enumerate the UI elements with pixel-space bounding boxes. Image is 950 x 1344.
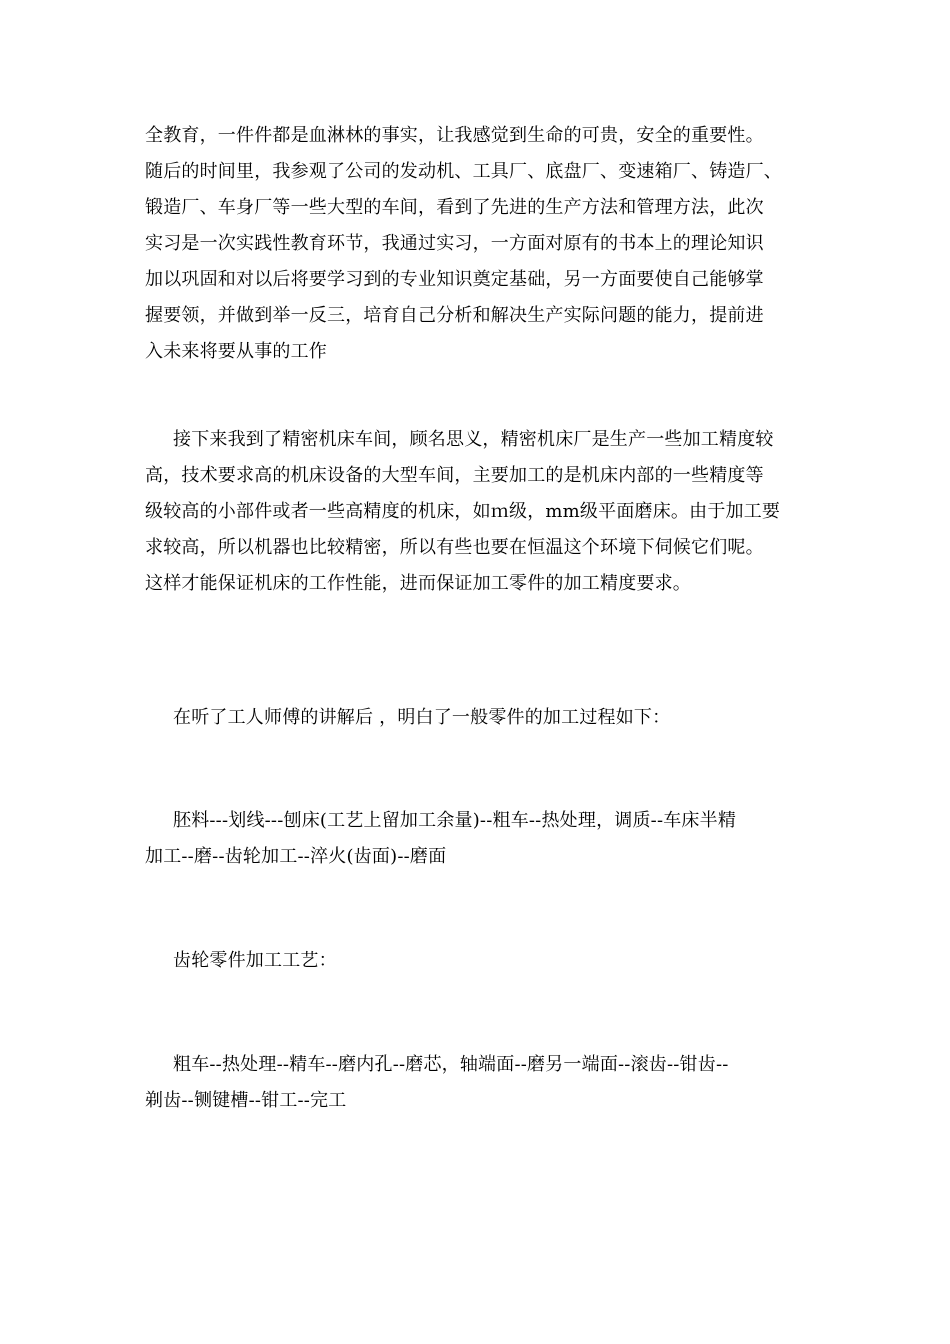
text-line: 锻造厂、车身厂等一些大型的车间，看到了先进的生产方法和管理方法，此次 (145, 197, 764, 218)
paragraph-gear-process-heading (145, 943, 815, 979)
text-line: 这样才能保证机床的工作性能，进而保证加工零件的加工精度要求。 (145, 573, 691, 594)
text-line: 加以巩固和对以后将要学习到的专业知识奠定基础，另一方面要使自己能够掌 (145, 269, 764, 290)
text-line: 实习是一次实践性教育环节，我通过实习，一方面对原有的书本上的理论知识 (145, 233, 764, 254)
text-line: 级较高的小部件或者一些高精度的机床，如ｍ级，mm级平面磨床。由于加工要 (145, 501, 781, 522)
text-line: 求较高，所以机器也比较精密，所以有些也要在恒温这个环境下伺候它们呢。 (145, 537, 764, 558)
paragraph-general-process-flow (145, 803, 815, 875)
paragraph-precision-machine-workshop (145, 422, 815, 602)
text-line: 齿轮零件加工工艺： (173, 950, 337, 971)
text-line: 胚料---划线---刨床(工艺上留加工余量)--粗车--热处理，调质--车床半精 (173, 810, 737, 831)
paragraph-gear-process-flow (145, 1047, 815, 1119)
text-line: 握要领，并做到举一反三，培育自己分析和解决生产实际问题的能力，提前进 (145, 305, 764, 326)
text-line: 随后的时间里，我参观了公司的发动机、工具厂、底盘厂、变速箱厂、铸造厂、 (145, 161, 782, 182)
text-line: 入未来将要从事的工作 (145, 341, 327, 362)
paragraph-process-intro (145, 700, 815, 736)
text-line: 加工--磨--齿轮加工--淬火(齿面)--磨面 (145, 846, 447, 867)
text-line: 接下来我到了精密机床车间，顾名思义，精密机床厂是生产一些加工精度较 (173, 429, 774, 450)
text-line: 高，技术要求高的机床设备的大型车间，主要加工的是机床内部的一些精度等 (145, 465, 764, 486)
text-line: 剃齿--铡键槽--钳工--完工 (145, 1090, 347, 1111)
text-line: 全教育，一件件都是血淋林的事实，让我感觉到生命的可贵，安全的重要性。 (145, 125, 764, 146)
text-line: 在听了工人师傅的讲解后 ，明白了一般零件的加工过程如下： (173, 707, 671, 728)
paragraph-safety-and-tour (145, 118, 815, 370)
text-line: 粗车--热处理--精车--磨内孔--磨芯，轴端面--磨另一端面--滚齿--钳齿-- (173, 1054, 729, 1075)
